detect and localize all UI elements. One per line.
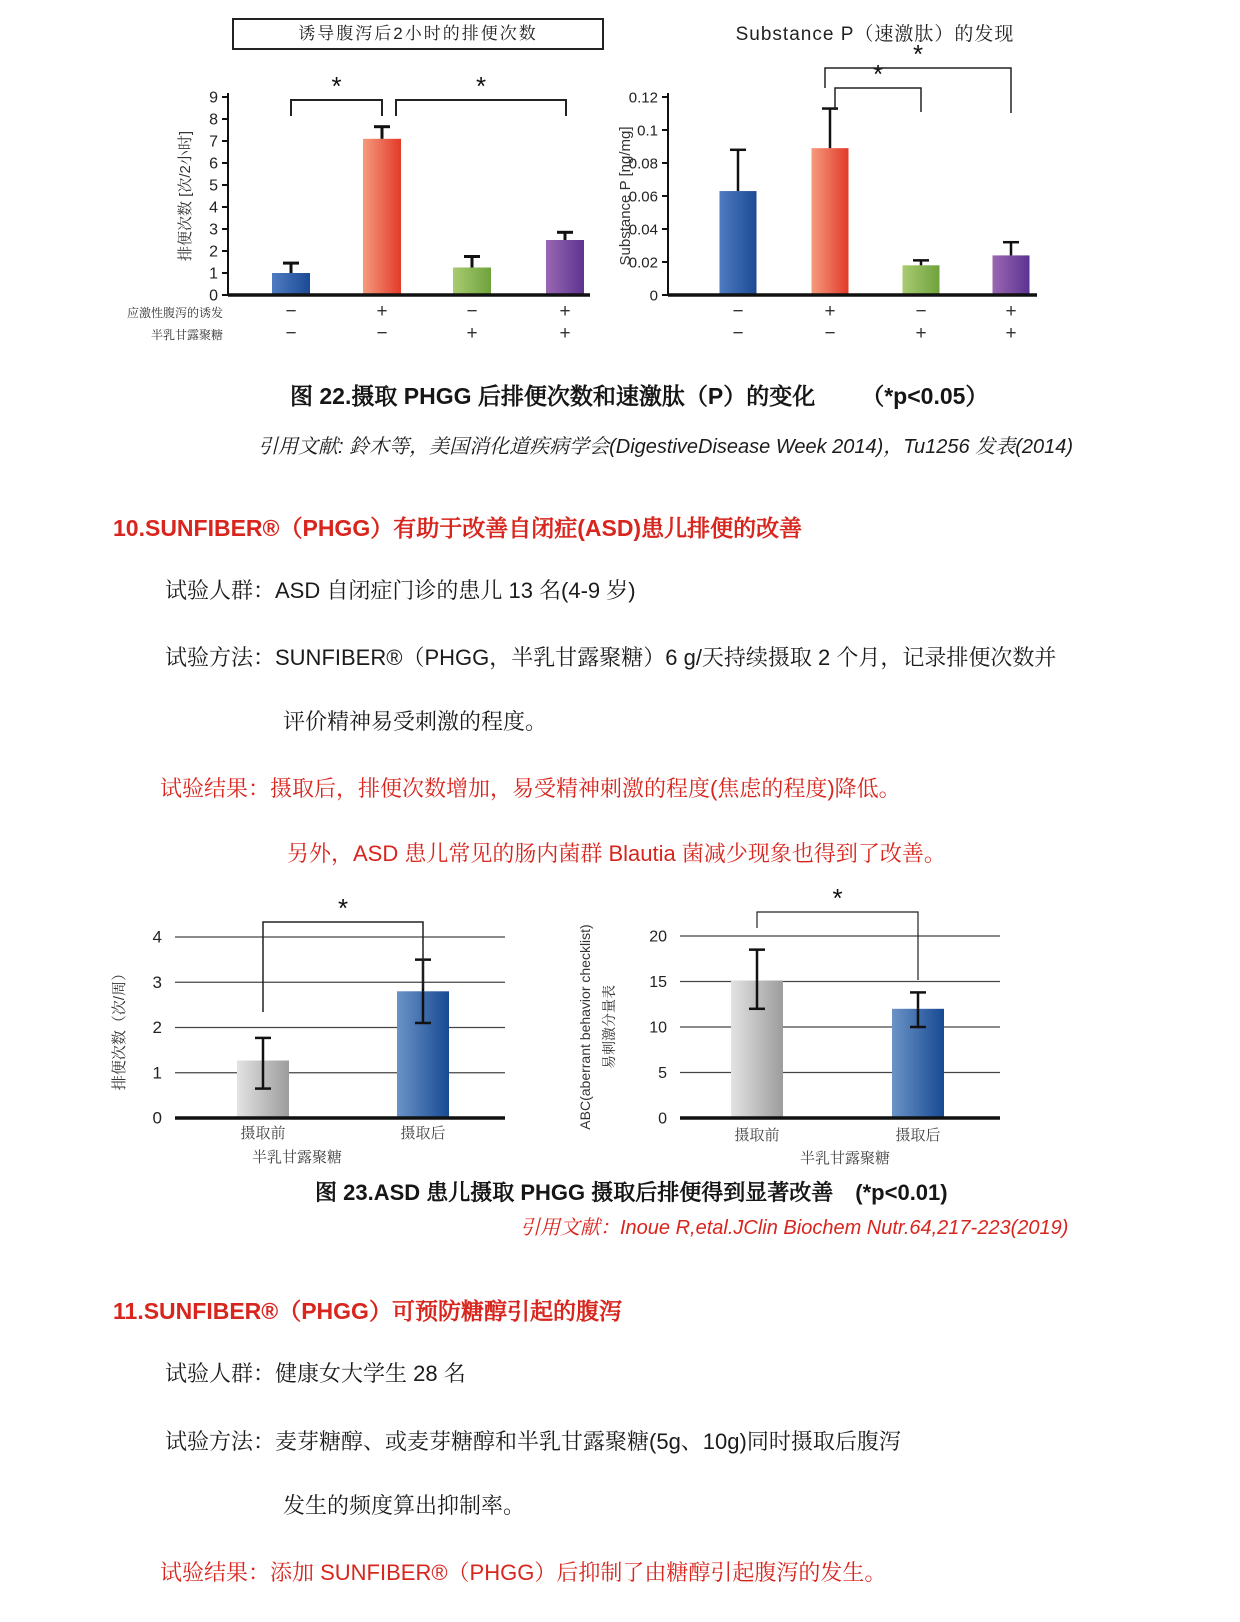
x-condition-value: + (1005, 301, 1017, 322)
figure23-caption (315, 1176, 948, 1207)
figure23-caption-note: (*p<0.01) (855, 1180, 948, 1205)
bar (272, 273, 310, 295)
y-axis-label: 易刺激分量表 (601, 985, 617, 1069)
x-condition-value: + (824, 301, 836, 322)
figure22-caption-note: （*p<0.05） (861, 383, 989, 409)
x-condition-value: − (915, 301, 927, 322)
significance-star: * (872, 59, 884, 89)
y-tick-label: 3 (152, 972, 162, 992)
x-condition-value: − (732, 301, 744, 322)
significance-star: * (832, 883, 843, 913)
bar (546, 240, 584, 295)
y-axis-label: Substance P [ng/mg] (617, 126, 634, 266)
y-tick-label: 0.04 (628, 221, 658, 239)
y-tick-label: 10 (649, 1019, 667, 1037)
x-row-label: 应激性腹泻的诱发 (126, 306, 223, 320)
x-condition-value: + (915, 323, 927, 344)
y-tick-label: 5 (658, 1065, 667, 1082)
figure22-caption-text: 图 22.摄取 PHGG 后排便次数和速激肽（P）的变化 (290, 383, 816, 409)
x-condition-value: − (466, 301, 478, 322)
x-condition-value: + (1005, 323, 1017, 344)
x-condition-value: − (285, 323, 297, 344)
x-axis-group-label: 半乳甘露聚糖 (251, 1149, 343, 1166)
x-category-label: 摄取前 (240, 1125, 286, 1142)
significance-bracket (835, 88, 921, 112)
significance-bracket (396, 100, 566, 116)
section11-method-line2: 发生的频度算出抑制率。 (283, 1493, 526, 1518)
section10-heading: 10.SUNFIBER®（PHGG）有助于改善自闭症(ASD)患儿排便的改善 (113, 515, 803, 541)
y-tick-label: 15 (649, 974, 667, 991)
x-condition-value: + (376, 301, 388, 322)
fig22-substancep-svg (600, 15, 1135, 360)
x-condition-value: − (376, 323, 388, 344)
significance-star: * (337, 893, 349, 923)
significance-star: * (912, 39, 924, 69)
section11-population: 试验人群：健康女大学生 28 名 (165, 1361, 466, 1386)
figure22-citation: 引用文献: 鈴木等，美国消化道疾病学会(DigestiveDisease Week 2014)，Tu1256 发表(2014) (258, 436, 1074, 458)
section10-method-line1: 试验方法：SUNFIBER®（PHGG，半乳甘露聚糖）6 g/天持续摄取 2 个月，记录排便次数并 (165, 645, 1057, 670)
section11-heading: 11.SUNFIBER®（PHGG）可预防糖醇引起的腹泻 (113, 1298, 622, 1324)
y-tick-label: 20 (649, 928, 667, 946)
x-condition-value: + (559, 301, 571, 322)
y-tick-label: 2 (209, 243, 218, 261)
y-tick-label: 5 (209, 177, 218, 195)
y-tick-label: 0 (152, 1108, 162, 1128)
y-axis-label: 排便次数 [次/2小时] (177, 130, 194, 262)
x-category-label: 摄取后 (400, 1125, 446, 1142)
x-condition-value: − (732, 323, 744, 344)
fig22-defecation-svg (120, 15, 615, 360)
figure23-abc-chart (560, 862, 1030, 1170)
section10-population: 试验人群：ASD 自闭症门诊的患儿 13 名(4-9 岁) (165, 578, 636, 603)
section11-result-line1: 试验结果：添加 SUNFIBER®（PHGG）后抑制了由糖醇引起腹泻的发生。 (160, 1560, 887, 1585)
significance-star: * (331, 71, 342, 101)
significance-bracket (825, 68, 1011, 113)
figure23-caption-text: 图 23.ASD 患儿摄取 PHGG 摄取后排便得到显著改善 (315, 1180, 834, 1205)
section10-result-line2: 另外，ASD 患儿常见的肠内菌群 Blautia 菌减少现象也得到了改善。 (287, 841, 946, 866)
figure22-defecation-chart (120, 15, 615, 360)
y-tick-label: 0 (649, 287, 658, 305)
bar (903, 265, 940, 295)
x-condition-value: − (824, 323, 836, 344)
y-tick-label: 3 (209, 221, 218, 239)
significance-bracket (757, 912, 918, 980)
significance-star: * (475, 71, 487, 101)
y-axis-label: 排便次数（次/周） (111, 965, 128, 1091)
x-condition-value: + (559, 323, 571, 344)
y-tick-label: 0.08 (628, 155, 658, 173)
y-tick-label: 0.12 (628, 89, 658, 107)
fig23-defecation-svg (100, 868, 560, 1168)
y-tick-label: 0.02 (628, 254, 658, 272)
bar (453, 268, 491, 296)
y-tick-label: 4 (209, 199, 218, 217)
section11-method-line1: 试验方法：麦芽糖醇、或麦芽糖醇和半乳甘露聚糖(5g、10g)同时摄取后腹泻 (165, 1429, 901, 1454)
y-tick-label: 0.1 (637, 122, 658, 140)
x-condition-value: − (285, 301, 297, 322)
x-category-label: 摄取前 (734, 1127, 780, 1144)
x-category-label: 摄取后 (895, 1127, 941, 1144)
section10-result-line1: 试验结果：摄取后，排便次数增加，易受精神刺激的程度(焦虑的程度)降低。 (160, 776, 901, 801)
chart-title: Substance P（速激肽）的发现 (735, 24, 1015, 45)
section10-method-line2: 评价精神易受刺激的程度。 (283, 709, 548, 734)
x-row-label: 半乳甘露聚糖 (150, 328, 223, 342)
y-tick-label: 0 (658, 1110, 667, 1128)
y-tick-label: 1 (209, 265, 218, 283)
figure22-substancep-chart (600, 15, 1135, 360)
y-tick-label: 4 (152, 927, 162, 947)
y-tick-label: 2 (152, 1018, 162, 1037)
x-axis-group-label: 半乳甘露聚糖 (799, 1150, 891, 1167)
fig23-abc-svg (560, 862, 1030, 1170)
figure22-caption (290, 378, 988, 411)
y-tick-label: 6 (209, 155, 218, 173)
y-tick-label: 0.06 (628, 188, 658, 206)
y-tick-label: 0 (209, 287, 218, 305)
bar (812, 148, 849, 295)
figure23-defecation-chart (100, 868, 560, 1168)
chart-title: 诱导腹泻后2小时的排便次数 (232, 18, 604, 50)
y-tick-label: 9 (209, 89, 218, 107)
significance-bracket (291, 100, 382, 116)
y-tick-label: 1 (152, 1063, 162, 1083)
x-condition-value: + (466, 323, 478, 344)
figure23-citation: 引用文献：Inoue R,etal.JClin Biochem Nutr.64,217-223(2019) (520, 1217, 1069, 1239)
y-tick-label: 8 (209, 111, 218, 129)
y-axis-label: ABC(aberrant behavior checklist) (577, 924, 593, 1130)
y-tick-label: 7 (209, 133, 218, 151)
bar (720, 191, 757, 295)
bar (993, 255, 1030, 295)
bar (363, 139, 401, 295)
